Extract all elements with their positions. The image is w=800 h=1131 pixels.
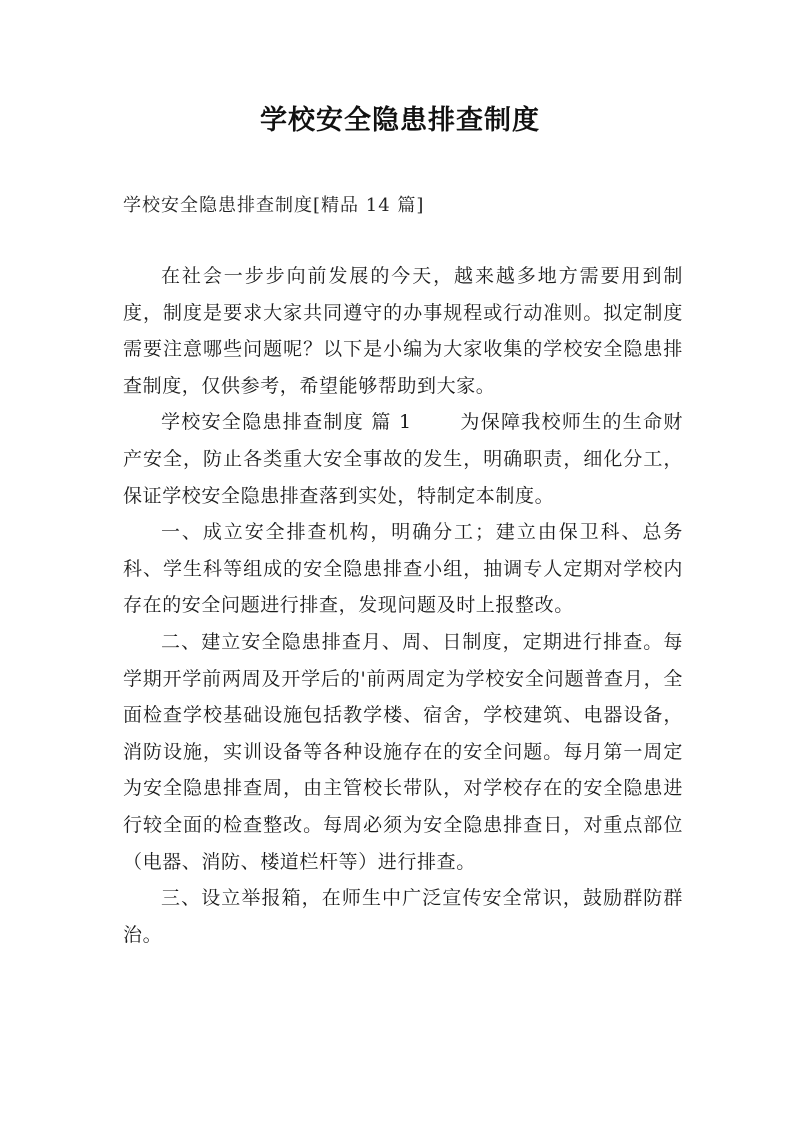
item-2-paragraph: 二、建立安全隐患排查月、周、日制度，定期进行排查。每学期开学前两周及开学后的'前两周定为学校安全问题普查月，全面检查学校基础设施包括教学楼、宿舍，学校建筑、电器设备，消防设施，实训设备等各种设施存在的安全问题。每月第一周定为安全隐患排查周，由主管校长带队，对学校存在的安全隐患进行较全面的检查整改。每周必须为安全隐患排查日，对重点部位（电器、消防、楼道栏杆等）进行排查。 [123,630,683,873]
section-1-heading: 学校安全隐患排查制度 篇 1 [161,411,412,434]
item-1-paragraph: 一、成立安全排查机构，明确分工；建立由保卫科、总务科、学生科等组成的安全隐患排查小组，抽调专人定期对学校内存在的安全问题进行排查，发现问题及时上报整改。 [123,521,683,617]
section-1-text: 为保障我校师生的生命财产安全，防止各类重大安全事故的发生，明确职责，细化分工，保证学校安全隐患排查落到实处，特制定本制度。 [123,411,683,507]
intro-paragraph: 在社会一步步向前发展的今天，越来越多地方需要用到制度，制度是要求大家共同遵守的办事规程或行动准则。拟定制度需要注意哪些问题呢？以下是小编为大家收集的学校安全隐患排查制度，仅供参考，希望能够帮助到大家。 [123,265,683,397]
document-title: 学校安全隐患排查制度 [260,105,540,136]
document-subtitle: 学校安全隐患排查制度[精品 14 篇] [123,195,425,216]
section-1-paragraph [123,404,683,514]
document-body [123,258,683,953]
item-3-paragraph: 三、设立举报箱，在师生中广泛宣传安全常识，鼓励群防群治。 [123,887,683,946]
